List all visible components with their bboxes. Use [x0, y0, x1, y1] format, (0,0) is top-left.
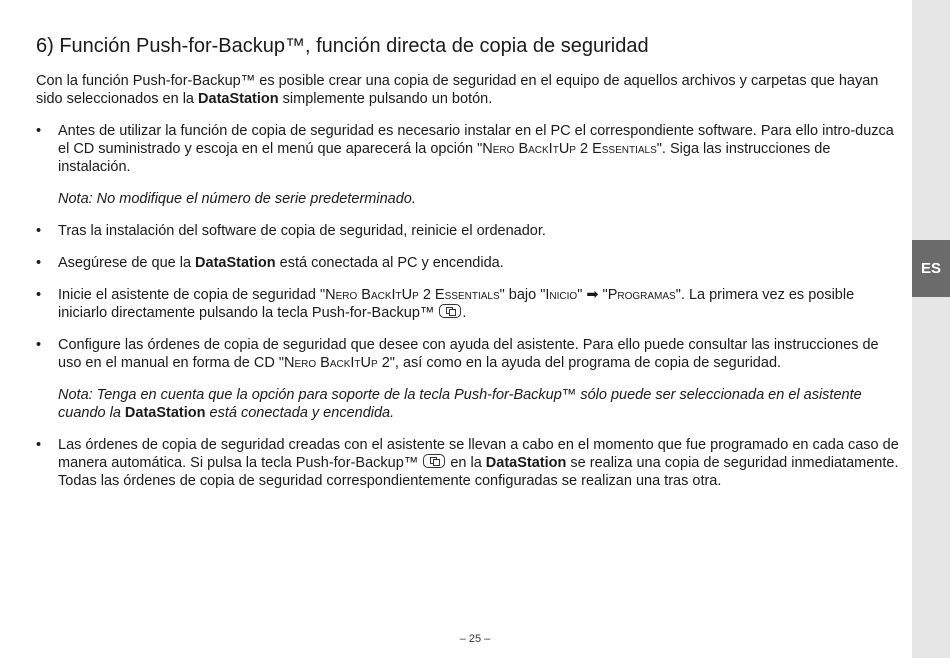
- list-item: [36, 254, 900, 272]
- text: Tras la instalación del software de copia de seguridad, reinicie el ordenador.: [58, 223, 546, 239]
- list-item: [36, 336, 900, 372]
- text: Asegúrese de que la: [58, 255, 196, 271]
- product-name: DataStation: [124, 405, 206, 421]
- page-content: [36, 34, 900, 504]
- section-title: 6) Función Push-for-Backup™, función directa de copia de seguridad: [36, 35, 649, 57]
- language-tab: ES: [912, 240, 950, 297]
- list-item: [36, 436, 900, 490]
- text: está conectada y encendida.: [205, 405, 395, 421]
- push-for-backup-key-icon: [423, 454, 445, 468]
- note: Nota: No modifique el número de serie predeterminado.: [58, 191, 416, 207]
- software-name: Nero BackItUp 2 Essentials: [325, 287, 500, 303]
- push-for-backup-key-icon: [439, 304, 461, 318]
- product-name: DataStation: [485, 455, 567, 471]
- text: 2", así como en la ayuda del programa de copia de seguridad.: [377, 355, 782, 371]
- list-item: [36, 286, 900, 322]
- text: Con la función Push-for-Backup™ es posible crear una copia de seguridad en el equipo de aquellos archivos y carpetas que hayan sido seleccionados en la: [36, 73, 879, 107]
- text: simplemente pulsando un botón.: [278, 91, 493, 107]
- text: Las órdenes de copia de seguridad creadas con el asistente se llevan a cabo en el momento que fue programado en cada caso de manera automática. Si pulsa la tecla Push-for-Backup™: [58, 437, 899, 471]
- bullet-marker: •: [36, 123, 42, 139]
- product-name: DataStation: [195, 255, 276, 271]
- software-name: Nero BackItUp 2 Essentials: [482, 141, 657, 157]
- text: está conectada al PC y encendida.: [275, 255, 504, 271]
- software-name: Nero BackItUp: [284, 355, 378, 371]
- bullet-marker: •: [36, 287, 42, 303]
- text: " bajo ": [499, 287, 546, 303]
- side-margin-bar: [912, 0, 950, 658]
- product-name: DataStation: [198, 91, 279, 107]
- bullet-marker: •: [36, 337, 42, 353]
- page-number: – 25 –: [459, 633, 491, 645]
- menu-name: Inicio: [545, 287, 578, 303]
- bullet-marker: •: [36, 255, 42, 271]
- intro-paragraph: [36, 72, 900, 108]
- text: Configure las órdenes de copia de seguridad que desee con ayuda del asistente. Para ello puede consultar las instrucciones de uso en el manual en forma de CD ": [58, 337, 879, 371]
- note: [36, 386, 900, 422]
- bullet-marker: •: [36, 437, 42, 453]
- text: se realiza una copia de seguridad inmediatamente. Todas las órdenes de copia de seguridad correspondientemente configuradas se realizan una tras otra.: [58, 455, 899, 489]
- text: ". La primera vez es posible iniciarlo directamente pulsando la tecla Push-for-Backup™: [58, 287, 855, 321]
- text: Antes de utilizar la función de copia de seguridad es necesario instalar en el PC el correspondiente software. Para ello intro-duzca el CD suministrado y escoja en el menú que aparecerá la opción ": [58, 123, 894, 157]
- text: en la: [446, 455, 486, 471]
- list-item: [36, 122, 900, 176]
- text: " ➡ ": [577, 287, 608, 303]
- text: Nota: Tenga en cuenta que la opción para soporte de la tecla Push-for-Backup™ sólo puede ser seleccionada en el asistente cuando la: [58, 387, 862, 421]
- text: ". Siga las instrucciones de instalación.: [58, 141, 831, 175]
- bullet-marker: •: [36, 223, 42, 239]
- text: Inicie el asistente de copia de seguridad ": [58, 287, 326, 303]
- list-item: [36, 222, 900, 240]
- text: .: [462, 305, 467, 321]
- menu-name: Programas: [607, 287, 676, 303]
